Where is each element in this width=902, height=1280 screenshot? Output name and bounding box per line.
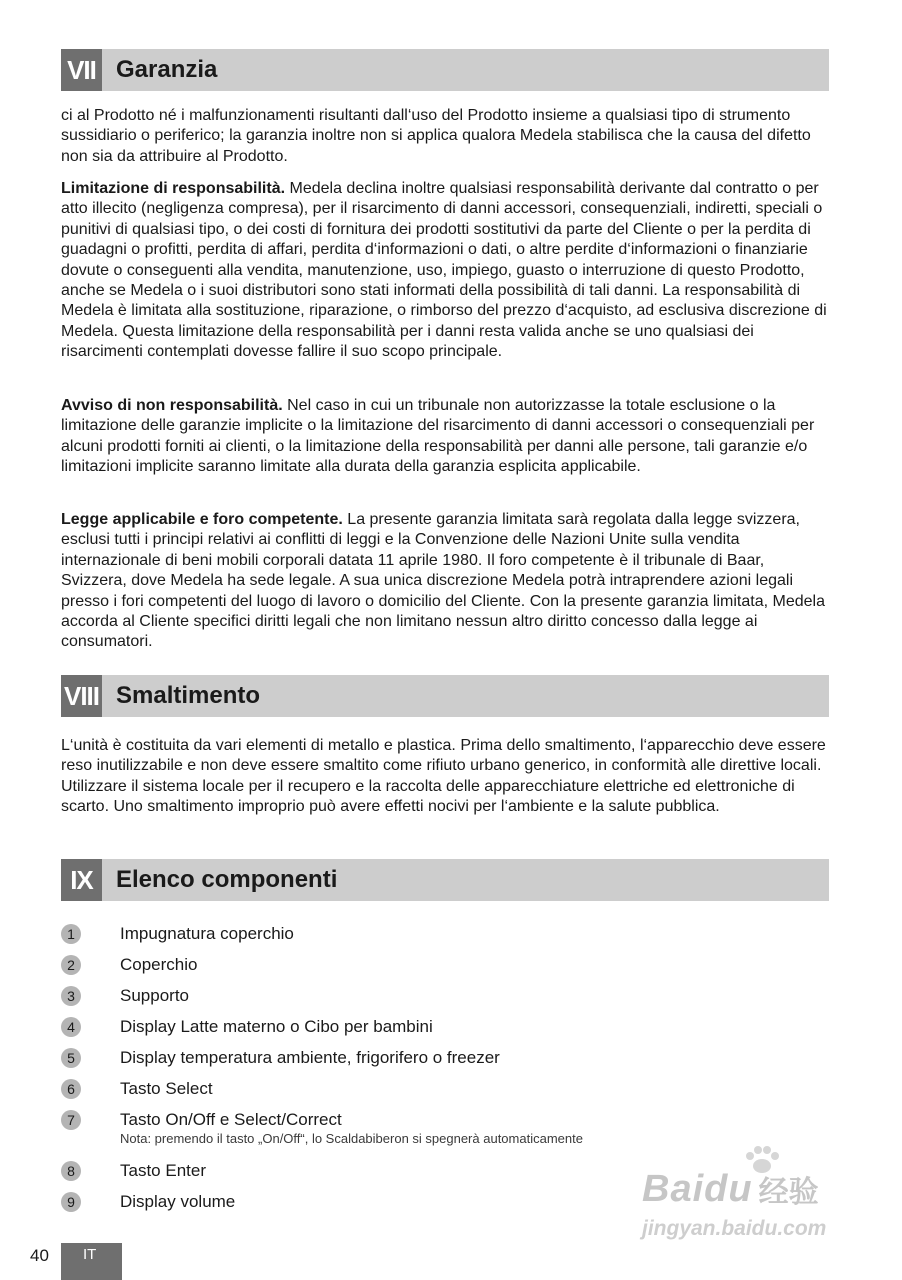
- limitazione-text: Medela declina inoltre qualsiasi responsabilità derivante dal contratto o per atto illecito (negligenza compresa), per il risarcimento di danni accessori, consequenziali, indiretti, speciali o punitivi di qualsiasi tipo, o dei costi di fornitura dei prodotti sostitutivi da parte del Cliente o per la perdita di guadagni o profitti, perdita di affari, perdita d‘informazioni o dati, o altre perdite d‘informazioni o finanziarie dovute o conseguenti alla vendita, manutenzione, uso, impiego, guasto o interruzione di questo Prodotto, anche se Medela o i suoi distributori sono stati informati della possibilità di tali danni. La responsabilità di Medela è limitata alla sostituzione, riparazione, o rimborso del prezzo d‘acquisto, ad esclusiva discrezione di Medela. Questa limitazione della responsabilità per i danni resta valida anche se uno qualsiasi dei risarcimenti contemplati dovesse fallire il suo scopo principale.: [61, 180, 827, 361]
- component-item: [61, 923, 831, 945]
- section-numeral: VIII: [61, 675, 102, 717]
- section-numeral: VII: [61, 49, 102, 91]
- component-label: Impugnatura coperchio: [120, 924, 294, 943]
- smaltimento-paragraph: L‘unità è costituita da vari elementi di metallo e plastica. Prima dello smaltimento, l‘apparecchio deve essere reso inutilizzabile e non deve essere smaltito come rifiuto urbano generico, in conformità alle direttive locali. Utilizzare il sistema locale per il recupero e la raccolta delle apparecchiature elettriche ed elettroniche di scarto. Uno smaltimento improprio può avere effetti nocivi per l‘ambiente e la salute pubblica.: [61, 737, 826, 816]
- component-number-badge: 9: [61, 1192, 81, 1212]
- watermark-logo-text: Bai: [642, 1167, 705, 1210]
- baidu-jingyan-watermark: [642, 1145, 852, 1245]
- component-label: Display Latte materno o Cibo per bambini: [120, 1017, 433, 1036]
- component-item: [61, 1078, 831, 1100]
- component-number-badge: 4: [61, 1017, 81, 1037]
- legge-heading: Legge applicabile e foro competente.: [61, 511, 343, 528]
- component-label: Tasto Enter: [120, 1161, 206, 1180]
- language-tab: IT: [61, 1243, 122, 1280]
- avviso-heading: Avviso di non responsabilità.: [61, 397, 283, 414]
- legge-paragraph: [61, 510, 833, 653]
- limitazione-heading: Limitazione di responsabilità.: [61, 180, 286, 197]
- section-header-smaltimento: [61, 675, 829, 717]
- component-label: Supporto: [120, 986, 189, 1005]
- watermark-brand: 经验: [758, 1176, 819, 1209]
- component-item: [61, 985, 831, 1007]
- page-number: 40: [30, 1246, 49, 1265]
- component-number-badge: 5: [61, 1048, 81, 1068]
- component-label: Display temperatura ambiente, frigorifero o freezer: [120, 1048, 500, 1067]
- component-number-badge: 3: [61, 986, 81, 1006]
- watermark-url: jingyan.baidu.com: [642, 1217, 827, 1240]
- component-label: Display volume: [120, 1192, 236, 1211]
- watermark-logo: [642, 1167, 819, 1211]
- avviso-paragraph: [61, 396, 833, 478]
- component-item: [61, 954, 831, 976]
- component-label: Tasto Select: [120, 1079, 213, 1098]
- section-numeral: IX: [61, 859, 102, 901]
- component-number-badge: 7: [61, 1110, 81, 1130]
- section-title: Garanzia: [116, 56, 218, 83]
- component-label: Tasto On/Off e Select/Correct: [120, 1110, 342, 1129]
- component-number-badge: 2: [61, 955, 81, 975]
- limitazione-paragraph: [61, 179, 833, 363]
- section-title: Smaltimento: [116, 682, 261, 709]
- component-number-badge: 8: [61, 1161, 81, 1181]
- legge-text: La presente garanzia limitata sarà regolata dalla legge svizzera, esclusi tutti i principi relativi ai conflitti di leggi e la Convenzione delle Nazioni Unite sulla vendita internazionale di beni mobili corporali datata 11 aprile 1980. Il foro competente è il tribunale di Baar, Svizzera, dove Medela ha sede legale. A sua unica discrezione Medela potrà intraprendere azioni legali presso i fori competenti del luogo di lavoro o domicilio del Cliente. Con la presente garanzia limitata, Medela accorda al Cliente specifici diritti legali che non limitano nessun altro diritto concesso dalla legge ai consumatori.: [61, 511, 825, 651]
- component-item: [61, 1016, 831, 1038]
- component-number-badge: 6: [61, 1079, 81, 1099]
- component-note: Nota: premendo il tasto „On/Off“, lo Scaldabiberon si spegnerà automaticamente: [120, 1131, 583, 1146]
- section-header-componenti: [61, 859, 829, 901]
- component-item: [61, 1047, 831, 1069]
- avviso-text: Nel caso in cui un tribunale non autorizzasse la totale esclusione o la limitazione delle garanzie implicite o la limitazione del risarcimento di danni accessori o consequenziali per alcuni prodotti forniti ai clienti, o la limitazione della responsabilità per danni alle persone, tali garanzie e/o limitazioni implicite saranno limitate alla durata della garanzia esplicita applicabile.: [61, 397, 815, 476]
- section-header-garanzia: [61, 49, 829, 91]
- garanzia-intro-paragraph: ci al Prodotto né i malfunzionamenti risultanti dall‘uso del Prodotto insieme a qualsiasi tipo di strumento sussidiario o periferico; la garanzia inoltre non si applica qualora Medela stabilisca che la causa del difetto non sia da attribuire al Prodotto.: [61, 107, 811, 165]
- component-label: Coperchio: [120, 955, 198, 974]
- section-title: Elenco componenti: [116, 866, 338, 893]
- component-number-badge: 1: [61, 924, 81, 944]
- watermark-logo-suffix: du: [704, 1167, 753, 1210]
- component-item: [61, 1109, 831, 1149]
